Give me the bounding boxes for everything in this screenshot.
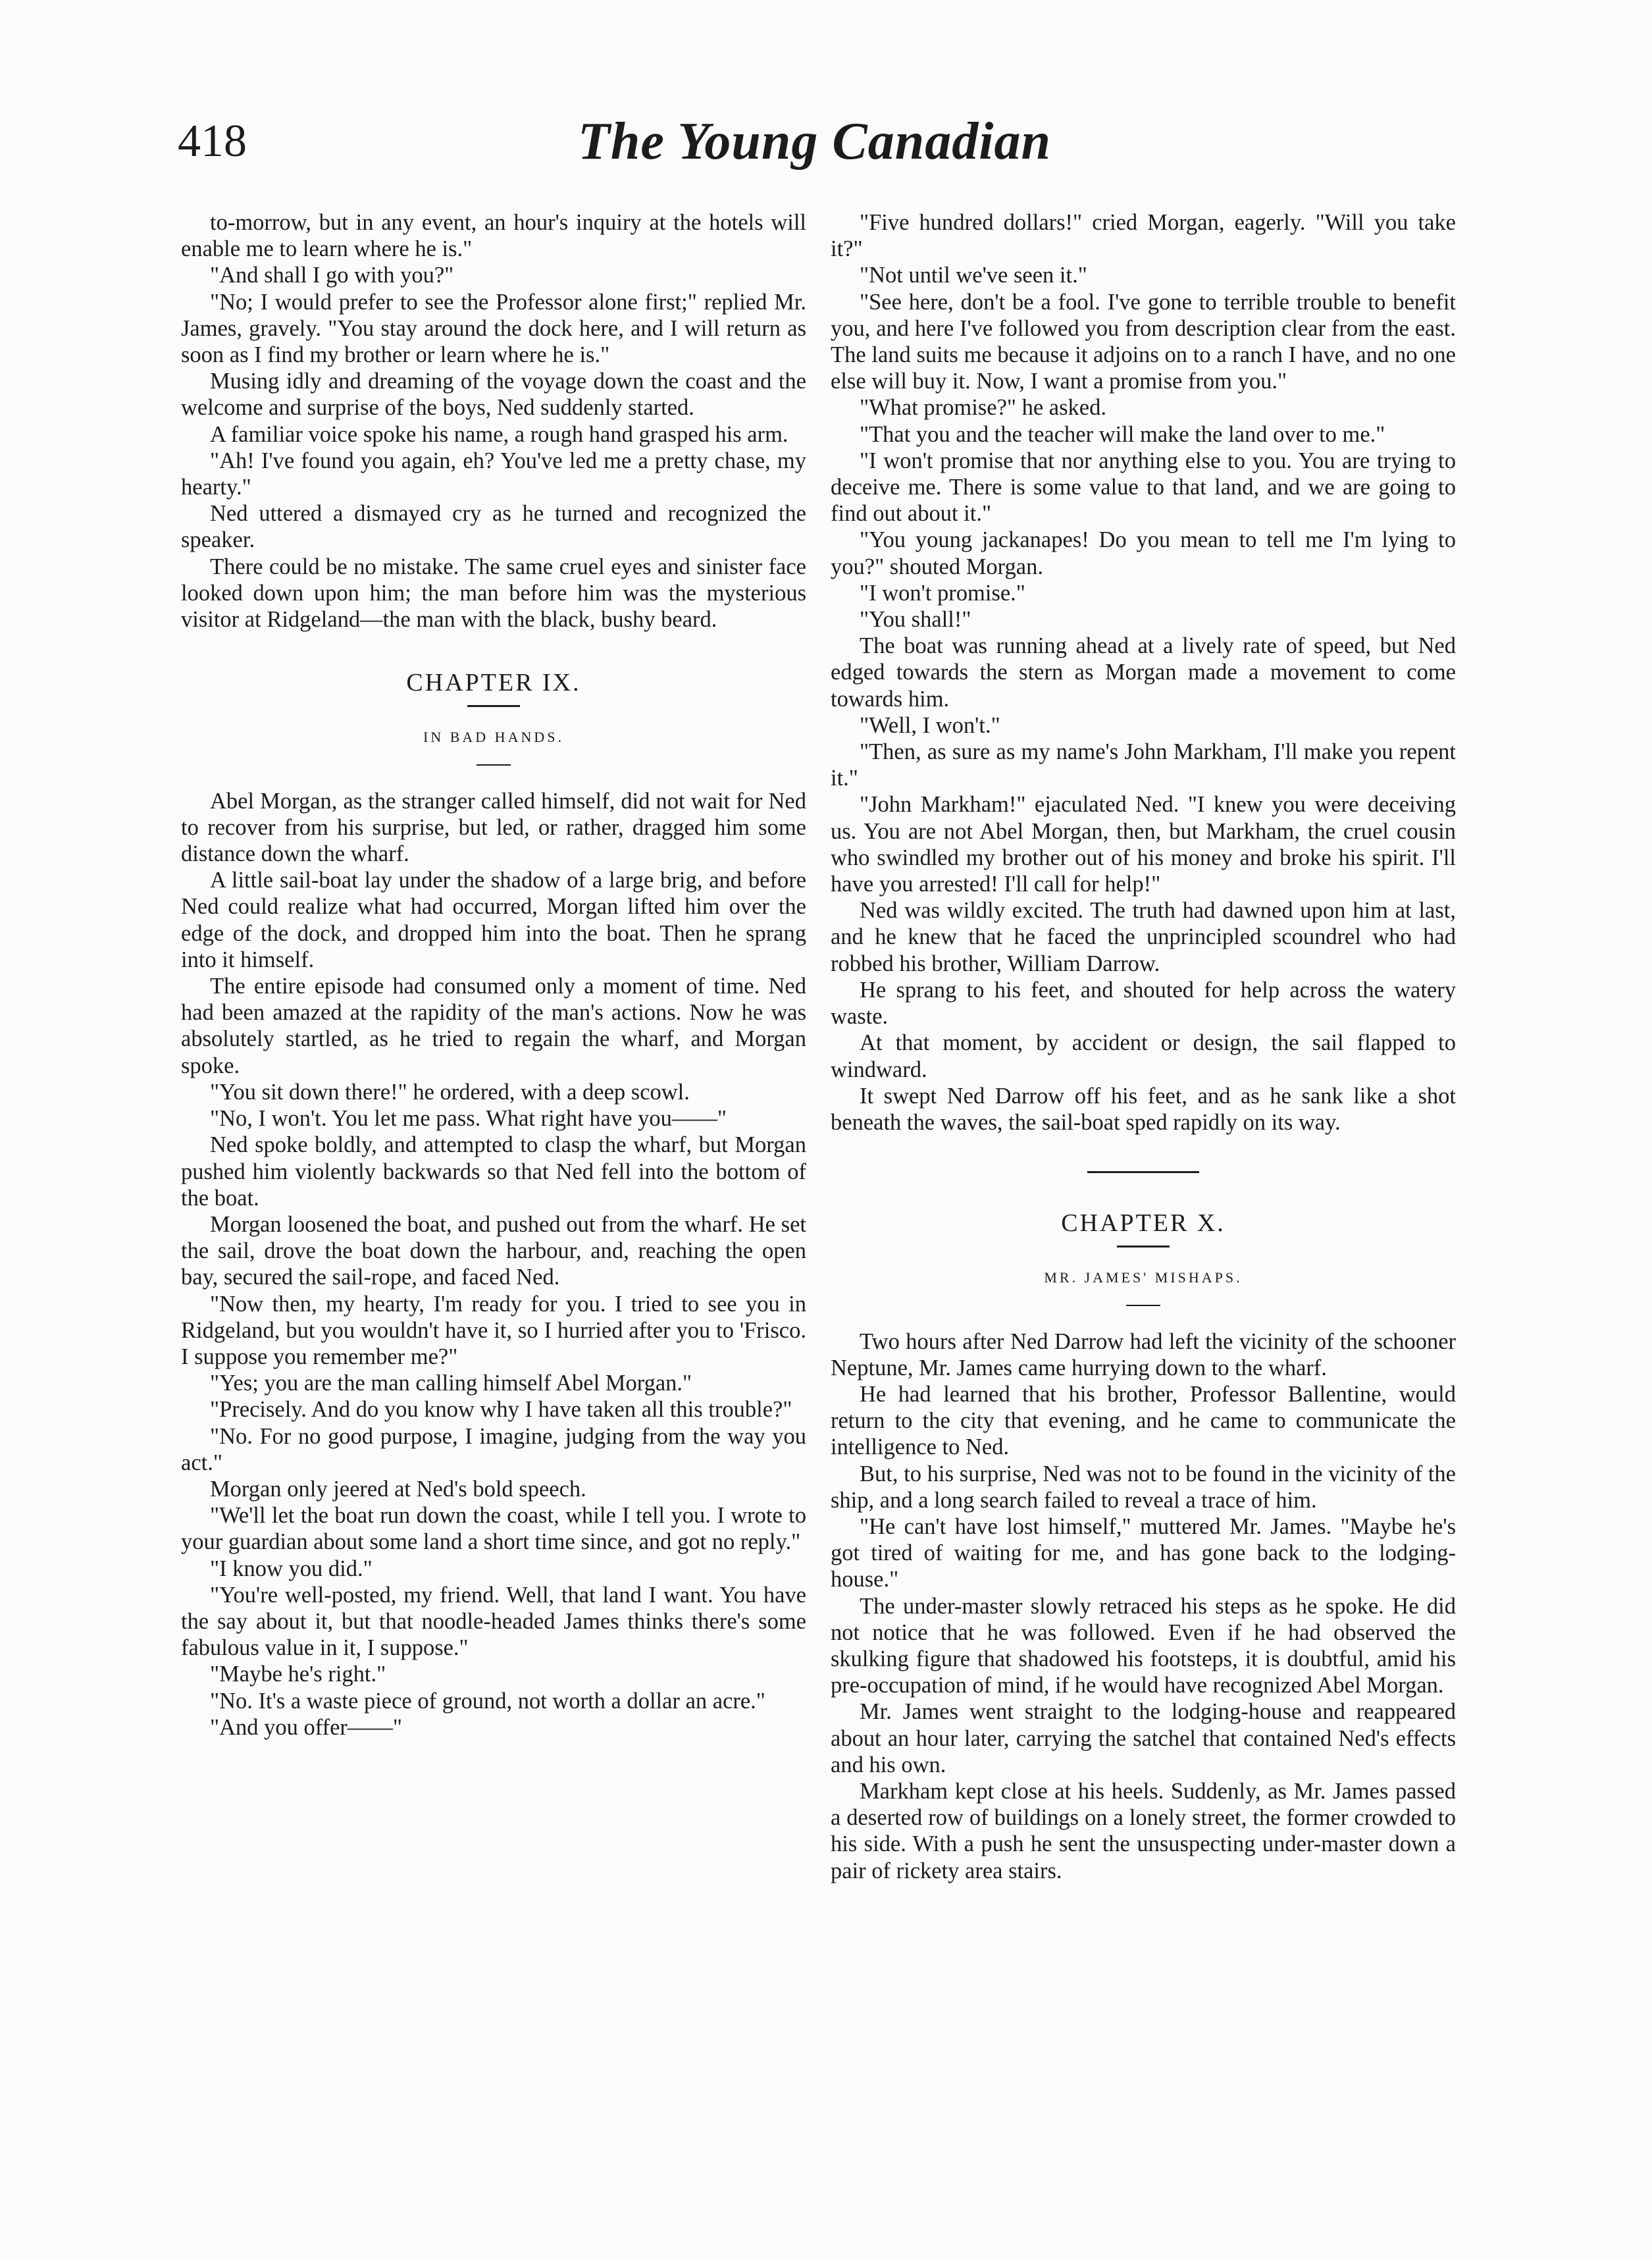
paragraph: The under-master slowly retraced his steps as he spoke. He did not notice that he was followed. Even if he had observed the skulking figure that shadowed his footsteps, it is doubtful, amid his pre-occupation of mind, if he would have recognized Abel Morgan. [831,1593,1456,1698]
paragraph: "See here, don't be a fool. I've gone to terrible trouble to benefit you, and here I've followed you from description clear from the east. The land suits me because it adjoins on to a ranch I have, and no one else will buy it. Now, I want a promise from you." [831,289,1456,394]
paragraph: But, to his surprise, Ned was not to be found in the vicinity of the ship, and a long search failed to reveal a trace of him. [831,1461,1456,1513]
paragraph: "Maybe he's right." [210,1662,386,1687]
paragraph: "Not until we've seen it." [860,263,1087,288]
paragraph: "And you offer——" [210,1714,402,1740]
chapter-subtitle: IN BAD HANDS. [423,729,564,746]
paragraph: "What promise?" he asked. [860,395,1106,421]
paragraph: He had learned that his brother, Professor Ballentine, would return to the city that evening, and he came to communicate the intelligence to Ned. [831,1381,1456,1460]
chapter-rule [467,705,520,707]
paragraph: Markham kept close at his heels. Suddenly, as Mr. James passed a deserted row of buildings on a lonely street, the former crowded to his side. With a push he sent the unsuspecting under-master down a pair of rickety area stairs. [831,1778,1456,1883]
magazine-title: The Young Canadian [578,113,1051,171]
paragraph: "Five hundred dollars!" cried Morgan, eagerly. "Will you take it?" [831,210,1456,262]
paragraph: "We'll let the boat run down the coast, while I tell you. I wrote to your guardian about some land a short time since, and got no reply." [181,1503,806,1555]
paragraph: "You young jackanapes! Do you mean to tell me I'm lying to you?" shouted Morgan. [831,527,1456,579]
paragraph: Ned was wildly excited. The truth had dawned upon him at last, and he knew that he faced the unprincipled scoundrel who had robbed his brother, William Darrow. [831,898,1456,976]
paragraph: A familiar voice spoke his name, a rough hand grasped his arm. [210,421,788,447]
page-number: 418 [178,116,247,167]
paragraph: "You're well-posted, my friend. Well, that land I want. You have the say about it, but that noodle-headed James thinks there's some fabulous value in it, I suppose." [181,1582,806,1661]
paragraph: The entire episode had consumed only a moment of time. Ned had been amazed at the rapidity of the man's actions. Now he was absolutely startled, as he tried to regain the wharf, and Morgan spoke. [181,974,806,1078]
paragraph: "Now then, my hearty, I'm ready for you. I tried to see you in Ridgeland, but you wouldn't have it, so I hurried after you to 'Frisco. I suppose you remember me?" [181,1291,806,1369]
paragraph: "No; I would prefer to see the Professor alone first;" replied Mr. James, gravely. "You stay around the dock here, and I will return as soon as I find my brother or learn where he is." [181,289,806,368]
paragraph: A little sail-boat lay under the shadow of a large brig, and before Ned could realize what had occurred, Morgan lifted him over the edge of the dock, and dropped him into the boat. Then he sprang into it himself. [181,868,806,972]
paragraph: Musing idly and dreaming of the voyage down the coast and the welcome and surprise of the boys, Ned suddenly started. [181,369,806,421]
paragraph: "John Markham!" ejaculated Ned. "I knew you were deceiving us. You are not Abel Morgan, then, but Markham, the cruel cousin who swindled my brother out of his money and broke his spirit. I'll have you arrested! I'll call for help!" [831,792,1456,897]
paragraph: "I won't promise." [860,580,1025,606]
paragraph: "Precisely. And do you know why I have taken all this trouble?" [210,1397,792,1423]
paragraph: "He can't have lost himself," muttered Mr. James. "Maybe he's got tired of waiting for me, and has gone back to the lodging-house." [831,1513,1456,1592]
paragraph: "Well, I won't." [860,712,1000,738]
paragraph: The boat was running ahead at a lively rate of speed, but Ned edged towards the stern as Morgan made a movement to come towards him. [831,633,1456,712]
paragraph: Morgan loosened the boat, and pushed out from the wharf. He set the sail, drove the boat down the harbour, and, reaching the open bay, secured the sail-rope, and faced Ned. [181,1211,806,1290]
paragraph: "No. For no good purpose, I imagine, judging from the way you act." [181,1423,806,1475]
left-paragraphs-before [181,209,806,633]
paragraph: "Yes; you are the man calling himself Abel Morgan." [210,1371,692,1396]
paragraph: "I know you did." [210,1556,373,1581]
paragraph: "That you and the teacher will make the land over to me." [860,421,1385,447]
chapter-subtitle: MR. JAMES' MISHAPS. [1044,1269,1243,1286]
paragraph: to-morrow, but in any event, an hour's inquiry at the hotels will enable me to learn where he is." [181,210,806,262]
subtitle-rule [1126,1305,1160,1306]
paragraph: "I won't promise that nor anything else to you. You are trying to deceive me. There is some value to that land, and we are going to find out about it." [831,448,1456,527]
left-paragraphs-after [181,788,806,1741]
subtitle-rule [477,764,511,766]
paragraph: "You shall!" [860,607,971,633]
paragraph: Ned uttered a dismayed cry as he turned and recognized the speaker. [181,501,806,553]
paragraph: He sprang to his feet, and shouted for help across the watery waste. [831,977,1456,1030]
paragraph: It swept Ned Darrow off his feet, and as he sank like a shot beneath the waves, the sail-boat sped rapidly on its way. [831,1083,1456,1135]
left-column [181,209,806,1741]
right-paragraphs-after [831,1328,1456,1884]
paragraph: "No. It's a waste piece of ground, not worth a dollar an acre." [210,1688,765,1714]
right-paragraphs-before [831,209,1456,1136]
paragraph: "Ah! I've found you again, eh? You've led me a pretty chase, my hearty." [181,448,806,500]
chapter-heading: CHAPTER IX. [406,669,581,697]
paragraph: "And shall I go with you?" [210,263,454,288]
paragraph: There could be no mistake. The same cruel eyes and sinister face looked down upon him; the man before him was the mysterious visitor at Ridgeland—the man with the black, bushy beard. [181,554,806,633]
section-rule [1087,1171,1199,1173]
page-header [178,112,1451,171]
paragraph: Mr. James went straight to the lodging-house and reappeared about an hour later, carrying the satchel that contained Ned's effects and his own. [831,1699,1456,1777]
paragraph: "No, I won't. You let me pass. What right have you——" [210,1106,727,1132]
paragraph: "You sit down there!" he ordered, with a deep scowl. [210,1079,690,1105]
paragraph: Two hours after Ned Darrow had left the vicinity of the schooner Neptune, Mr. James came hurrying down to the wharf. [831,1328,1456,1380]
paragraph: "Then, as sure as my name's John Markham, I'll make you repent it." [831,739,1456,791]
paragraph: Ned spoke boldly, and attempted to clasp the wharf, but Morgan pushed him violently backwards so that Ned fell into the bottom of the boat. [181,1132,806,1211]
paragraph: Abel Morgan, as the stranger called himself, did not wait for Ned to recover from his surprise, but led, or rather, dragged him some distance down the wharf. [181,788,806,867]
chapter-rule [1117,1246,1170,1247]
right-column [831,209,1456,1884]
paragraph: At that moment, by accident or design, the sail flapped to windward. [831,1030,1456,1082]
paragraph: Morgan only jeered at Ned's bold speech. [210,1476,586,1502]
chapter-heading: CHAPTER X. [1061,1209,1226,1238]
